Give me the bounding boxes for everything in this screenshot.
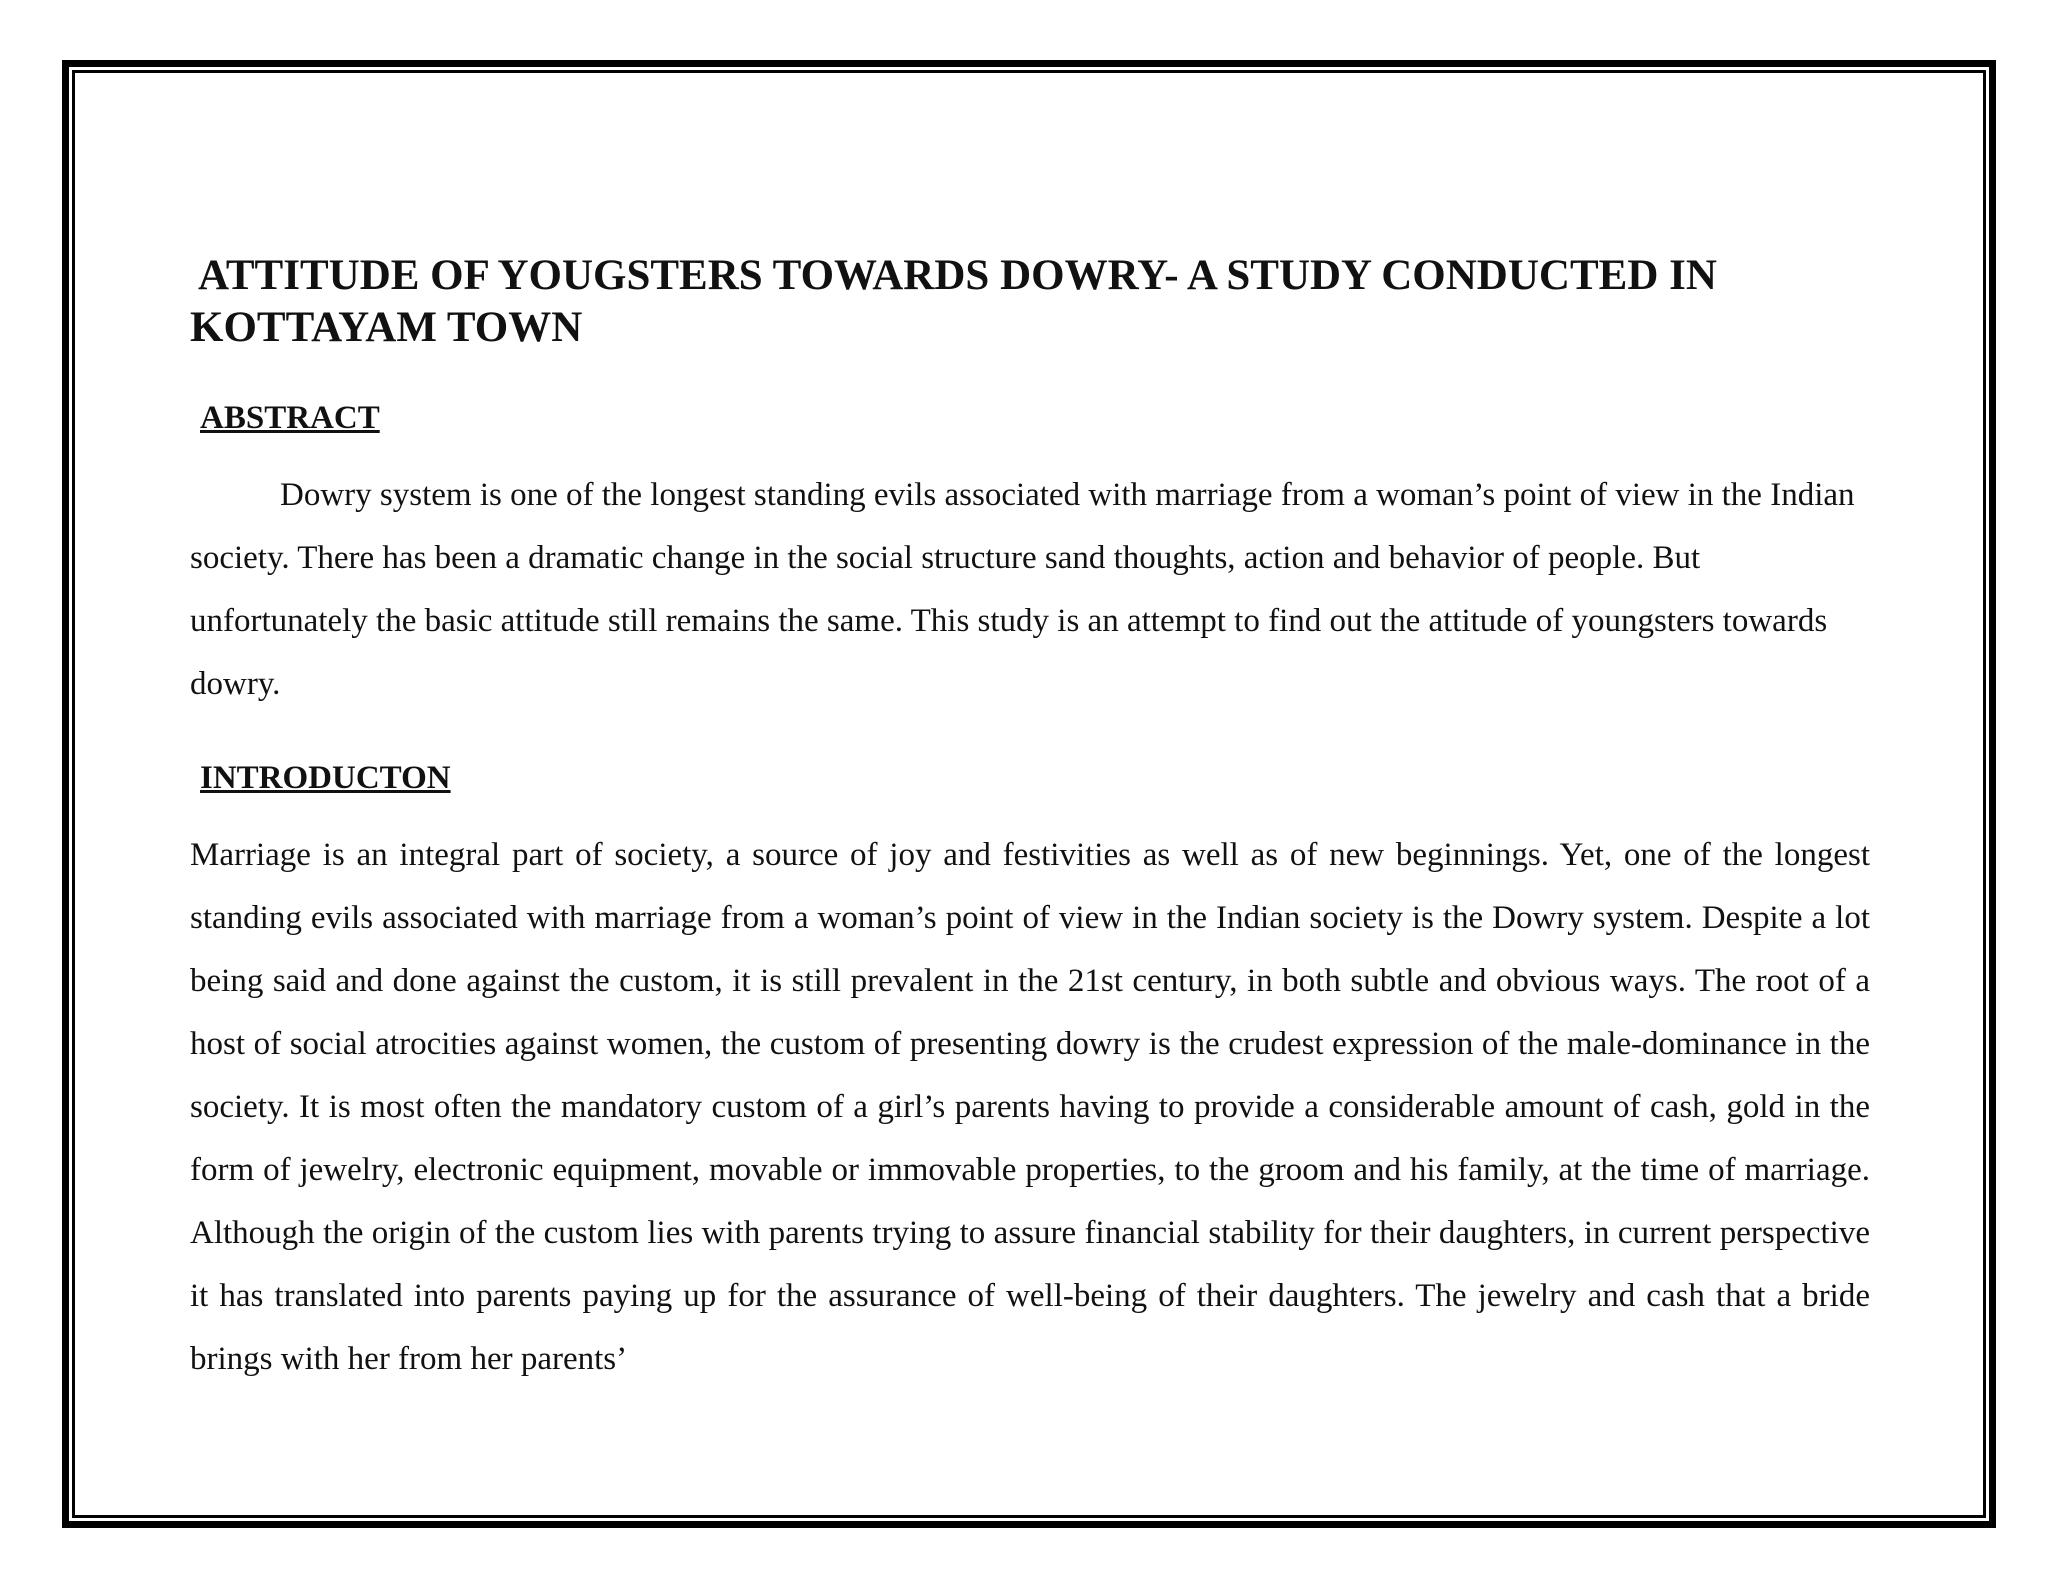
paper-title: ATTITUDE OF YOUGSTERS TOWARDS DOWRY- A STUDY CONDUCTED IN KOTTAYAM TOWN — [190, 252, 1717, 351]
document-body — [190, 250, 1870, 1391]
abstract-heading: ABSTRACT — [200, 400, 380, 436]
introduction-paragraph: Marriage is an integral part of society, a source of joy and festivities as well as of new beginnings. Yet, one of the longest standing evils associated with marriage from a woman’s point of view in the Indian society is the Dowry system. Despite a lot being said and done against the custom, it is still prevalent in the 21st century, in both subtle and obvious ways. The root of a host of social atrocities against women, the custom of presenting dowry is the crudest expression of the male-dominance in the society. It is most often the mandatory custom of a girl’s parents having to provide a considerable amount of cash, gold in the form of jewelry, electronic equipment, movable or immovable properties, to the groom and his family, at the time of marriage. Although the origin of the custom lies with parents trying to assure financial stability for their daughters, in current perspective it has translated into parents paying up for the assurance of well-being of their daughters. The jewelry and cash that a bride brings with her from her parents’ — [190, 837, 1870, 1377]
abstract-paragraph: Dowry system is one of the longest standing evils associated with marriage from a woman’s point of view in the Indian society. There has been a dramatic change in the social structure sand thoughts, action and behavior of people. But unfortunately the basic attitude still remains the same. This study is an attempt to find out the attitude of youngsters towards dowry. — [190, 477, 1855, 702]
introduction-heading: INTRODUCTON — [200, 760, 451, 796]
